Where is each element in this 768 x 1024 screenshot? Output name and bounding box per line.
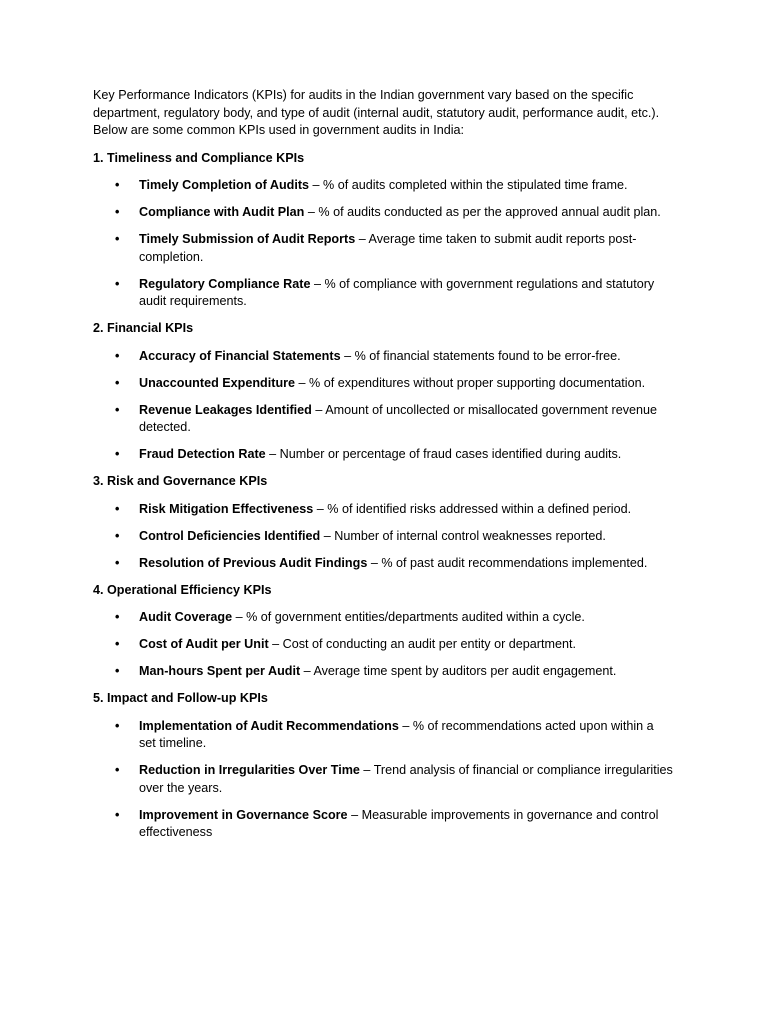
kpi-list bbox=[93, 501, 673, 573]
kpi-name: Reduction in Irregularities Over Time bbox=[139, 763, 360, 777]
kpi-name: Fraud Detection Rate bbox=[139, 447, 266, 461]
kpi-name: Man-hours Spent per Audit bbox=[139, 664, 301, 678]
list-item bbox=[93, 762, 673, 797]
kpi-name: Audit Coverage bbox=[139, 610, 233, 624]
bullet-icon: • bbox=[115, 501, 120, 516]
kpi-name: Risk Mitigation Effectiveness bbox=[139, 501, 314, 516]
kpi-description: – Number of internal control weaknesses reported. bbox=[320, 528, 606, 543]
kpi-description: – Amount of uncollected or misallocated government revenue detected. bbox=[139, 402, 658, 434]
kpi-description: – % of government entities/departments audited within a cycle. bbox=[232, 610, 585, 624]
bullet-icon: • bbox=[115, 205, 120, 219]
section-heading: 1. Timeliness and Compliance KPIs bbox=[93, 150, 305, 165]
bullet-icon: • bbox=[115, 807, 120, 822]
kpi-list bbox=[93, 609, 673, 681]
bullet-icon: • bbox=[115, 763, 120, 777]
list-item bbox=[93, 609, 673, 627]
section-risk-governance bbox=[93, 473, 673, 572]
kpi-description: – % of expenditures without proper supporting documentation. bbox=[295, 375, 646, 390]
kpi-list bbox=[93, 348, 673, 464]
list-item bbox=[93, 663, 673, 681]
list-item bbox=[93, 636, 673, 654]
list-item bbox=[93, 177, 673, 195]
bullet-icon: • bbox=[115, 718, 120, 733]
kpi-name: Timely Completion of Audits bbox=[139, 178, 310, 192]
bullet-icon: • bbox=[115, 637, 120, 651]
list-item bbox=[93, 375, 673, 393]
list-item bbox=[93, 718, 673, 753]
kpi-list bbox=[93, 177, 673, 311]
kpi-description: – Trend analysis of financial or compliance irregularities over the years. bbox=[139, 763, 673, 795]
list-item bbox=[93, 446, 673, 464]
bullet-icon: • bbox=[115, 375, 120, 390]
kpi-name: Resolution of Previous Audit Findings bbox=[139, 555, 368, 570]
kpi-name: Revenue Leakages Identified bbox=[139, 402, 312, 417]
section-heading: 2. Financial KPIs bbox=[93, 321, 194, 335]
kpi-description: – Number or percentage of fraud cases identified during audits. bbox=[265, 447, 622, 461]
section-heading: 3. Risk and Governance KPIs bbox=[93, 474, 268, 488]
kpi-description: – Average time spent by auditors per audit engagement. bbox=[300, 664, 617, 678]
kpi-description: – Average time taken to submit audit reports post-completion. bbox=[139, 232, 637, 264]
kpi-list bbox=[93, 718, 673, 842]
list-item bbox=[93, 555, 673, 573]
bullet-icon: • bbox=[115, 402, 120, 417]
bullet-icon: • bbox=[115, 276, 120, 291]
bullet-icon: • bbox=[115, 528, 120, 543]
list-item bbox=[93, 348, 673, 366]
kpi-description: – % of identified risks addressed within a defined period. bbox=[313, 501, 632, 516]
bullet-icon: • bbox=[115, 664, 120, 678]
list-item bbox=[93, 231, 673, 266]
list-item bbox=[93, 501, 673, 519]
intro-paragraph: Key Performance Indicators (KPIs) for audits in the Indian government vary based on the specific department, regulatory body, and type of audit (internal audit, statutory audit, performance audit, etc.). Below are some common KPIs used in government audits in India: bbox=[93, 88, 660, 137]
bullet-icon: • bbox=[115, 610, 120, 624]
kpi-description: – Measurable improvements in governance and control effectiveness bbox=[139, 807, 659, 839]
section-heading: 5. Impact and Follow-up KPIs bbox=[93, 691, 268, 705]
kpi-name: Cost of Audit per Unit bbox=[139, 637, 269, 651]
bullet-icon: • bbox=[115, 232, 120, 246]
list-item bbox=[93, 807, 673, 842]
bullet-icon: • bbox=[115, 447, 120, 461]
bullet-icon: • bbox=[115, 348, 120, 363]
kpi-description: – % of past audit recommendations implemented. bbox=[367, 555, 648, 570]
list-item bbox=[93, 204, 673, 222]
section-timeliness-compliance bbox=[93, 150, 673, 311]
kpi-name: Timely Submission of Audit Reports bbox=[139, 232, 356, 246]
kpi-name: Regulatory Compliance Rate bbox=[139, 276, 311, 291]
kpi-name: Control Deficiencies Identified bbox=[139, 528, 321, 543]
kpi-description: – % of audits completed within the stipulated time frame. bbox=[309, 178, 628, 192]
section-operational-efficiency bbox=[93, 582, 673, 681]
list-item bbox=[93, 528, 673, 546]
kpi-description: – % of recommendations acted upon within a set timeline. bbox=[139, 718, 654, 750]
kpi-name: Compliance with Audit Plan bbox=[139, 205, 305, 219]
list-item bbox=[93, 402, 673, 437]
kpi-description: – % of financial statements found to be error-free. bbox=[340, 348, 621, 363]
document-page bbox=[93, 87, 673, 851]
kpi-name: Accuracy of Financial Statements bbox=[139, 348, 341, 363]
kpi-name: Improvement in Governance Score bbox=[139, 807, 348, 822]
section-heading: 4. Operational Efficiency KPIs bbox=[93, 582, 272, 597]
bullet-icon: • bbox=[115, 178, 120, 192]
bullet-icon: • bbox=[115, 555, 120, 570]
list-item bbox=[93, 276, 673, 311]
kpi-name: Implementation of Audit Recommendations bbox=[139, 718, 399, 733]
section-financial bbox=[93, 320, 673, 464]
section-impact-followup bbox=[93, 690, 673, 842]
kpi-description: – Cost of conducting an audit per entity or department. bbox=[268, 637, 576, 651]
kpi-description: – % of audits conducted as per the approved annual audit plan. bbox=[304, 205, 661, 219]
kpi-description: – % of compliance with government regulations and statutory audit requirements. bbox=[139, 276, 655, 308]
kpi-name: Unaccounted Expenditure bbox=[139, 375, 296, 390]
